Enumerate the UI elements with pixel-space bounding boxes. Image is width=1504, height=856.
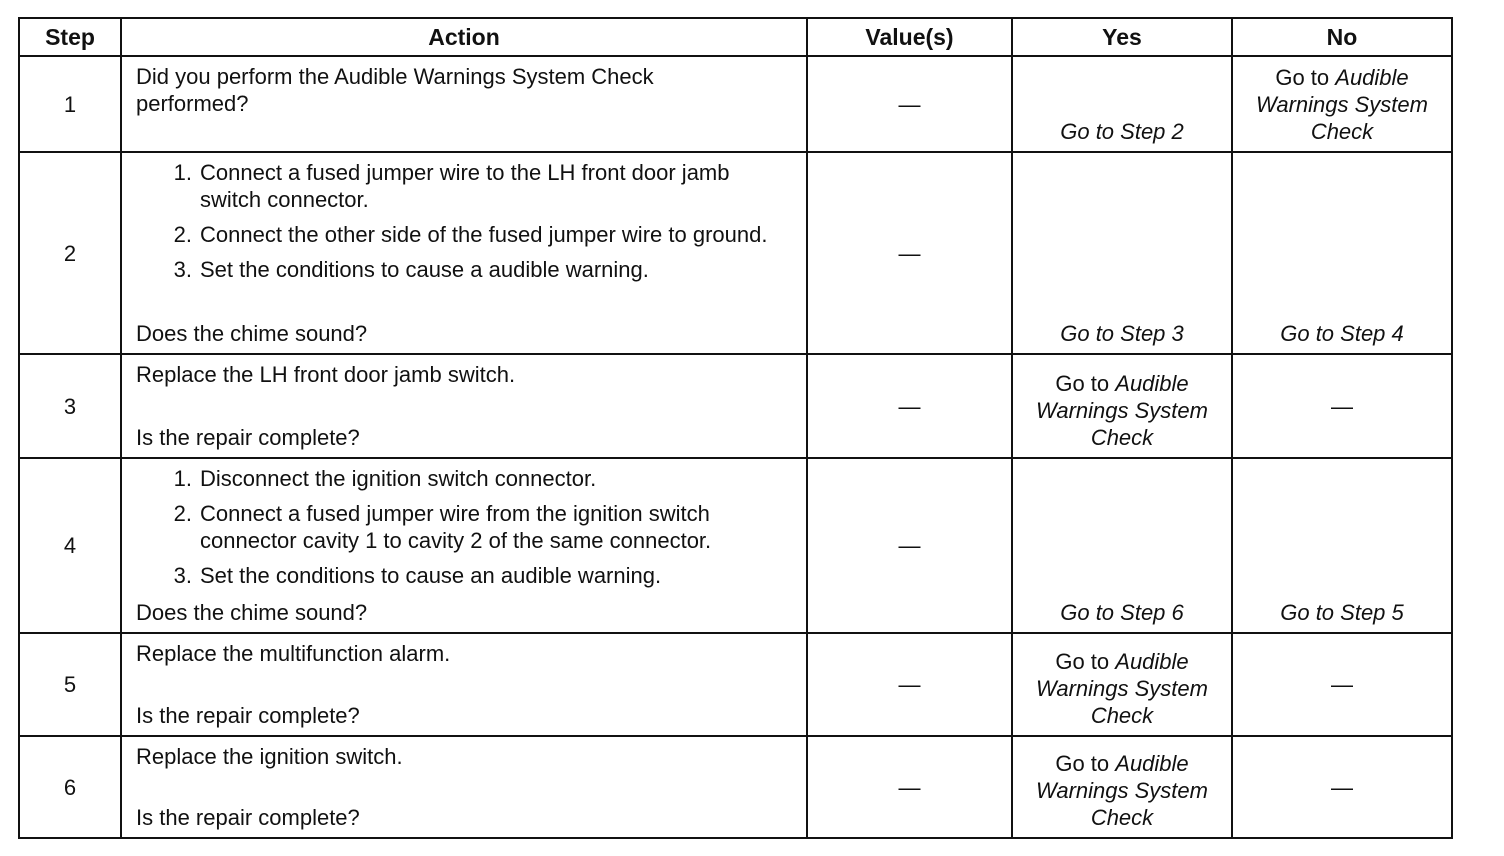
action-steps-list [136, 465, 796, 597]
value-cell: — [807, 458, 1012, 633]
list-item: 3. Set the conditions to cause a audible warning. [173, 257, 649, 282]
value-cell: — [807, 152, 1012, 354]
diagnostic-table [18, 17, 1453, 839]
header-no: No [1232, 18, 1452, 56]
yes-link: Go to Step 2 [1060, 119, 1184, 144]
step-number: 5 [19, 633, 121, 736]
action-question: Does the chime sound? [136, 600, 368, 625]
table-row [19, 56, 1452, 152]
list-item: 2. Connect a fused jumper wire from the ignition switch connector cavity 1 to cavity 2 of the same connector. [173, 501, 712, 553]
yes-cell [1012, 458, 1232, 633]
table-row [19, 458, 1452, 633]
header-step: Step [19, 18, 121, 56]
header-values: Value(s) [807, 18, 1012, 56]
yes-link: Audible Warnings System Check [1036, 751, 1208, 830]
yes-link: Go to Step 6 [1060, 600, 1184, 625]
no-cell: — [1232, 736, 1452, 838]
value-cell: — [807, 736, 1012, 838]
yes-link: Audible Warnings System Check [1036, 371, 1208, 450]
yes-cell [1012, 152, 1232, 354]
action-cell [121, 354, 807, 458]
action-statement: Replace the ignition switch. [136, 744, 403, 769]
table-row [19, 633, 1452, 736]
value-cell: — [807, 56, 1012, 152]
action-cell [121, 736, 807, 838]
yes-link: Audible Warnings System Check [1036, 649, 1208, 728]
action-steps-list [136, 159, 796, 291]
table-row [19, 354, 1452, 458]
action-question: Is the repair complete? [136, 805, 360, 830]
header-row [19, 18, 1452, 56]
no-cell: — [1232, 354, 1452, 458]
yes-cell: Go to Audible Warnings System Check [1012, 736, 1232, 838]
list-item: 1. Disconnect the ignition switch connector. [173, 466, 597, 491]
yes-cell [1012, 56, 1232, 152]
table-row [19, 152, 1452, 354]
step-number: 6 [19, 736, 121, 838]
action-cell [121, 458, 807, 633]
no-link: Audible Warnings System Check [1256, 65, 1428, 144]
yes-link: Go to Step 3 [1060, 321, 1184, 346]
value-cell: — [807, 354, 1012, 458]
table-row [19, 736, 1452, 838]
header-yes: Yes [1012, 18, 1232, 56]
action-question: Did you perform the Audible Warnings System Check performed? [136, 64, 654, 116]
action-question: Is the repair complete? [136, 703, 360, 728]
value-cell: — [807, 633, 1012, 736]
step-number: 3 [19, 354, 121, 458]
no-cell: — [1232, 633, 1452, 736]
list-item: 1. Connect a fused jumper wire to the LH front door jamb switch connector. [173, 160, 730, 212]
action-question: Is the repair complete? [136, 425, 360, 450]
list-item: 3. Set the conditions to cause an audible warning. [173, 563, 662, 588]
action-cell [121, 56, 807, 152]
action-cell [121, 152, 807, 354]
action-statement: Replace the LH front door jamb switch. [136, 362, 516, 387]
action-cell [121, 633, 807, 736]
no-link: Go to Step 5 [1280, 600, 1404, 625]
no-cell: Go to Audible Warnings System Check [1232, 56, 1452, 152]
action-question: Does the chime sound? [136, 321, 368, 346]
step-number: 1 [19, 56, 121, 152]
yes-cell: Go to Audible Warnings System Check [1012, 354, 1232, 458]
no-cell [1232, 152, 1452, 354]
list-item: 2. Connect the other side of the fused jumper wire to ground. [173, 222, 768, 247]
step-number: 2 [19, 152, 121, 354]
header-action: Action [121, 18, 807, 56]
no-cell [1232, 458, 1452, 633]
step-number: 4 [19, 458, 121, 633]
no-link: Go to Step 4 [1280, 321, 1404, 346]
action-statement: Replace the multifunction alarm. [136, 641, 451, 666]
yes-cell: Go to Audible Warnings System Check [1012, 633, 1232, 736]
